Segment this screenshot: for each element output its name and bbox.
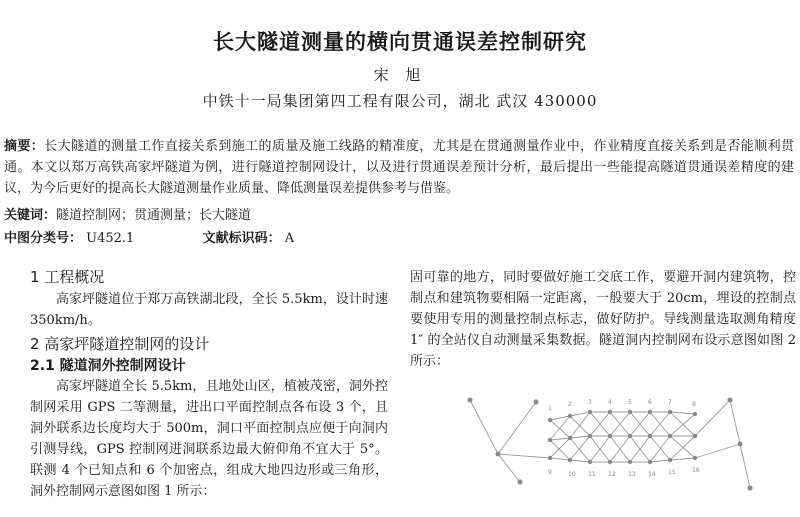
node-label: 14 <box>648 471 656 478</box>
keywords-label: 关键词： <box>4 208 57 223</box>
right-column-paragraph: 固可靠的地方，同时要做好施工交底工作，要避开洞内建筑物，控制点和建筑物要相隔一定距离，一般要大于 20cm，埋设的控制点要使用专用的测量控制点标志，做好防护。导线测量选取测角精度 1″ 的全站仪自动测量采集数据。隧道洞内控制网布设示意图如图 2 所示： <box>410 270 796 369</box>
paper-title: 长大隧道测量的横向贯通误差控制研究 <box>213 30 587 54</box>
doc-code-value: A <box>284 231 295 246</box>
abstract-label: 摘要： <box>4 139 45 154</box>
node-label: 6 <box>648 399 652 406</box>
node-label: 12 <box>608 471 616 478</box>
author-name: 宋 旭 <box>373 66 427 84</box>
keywords-text: 隧道控制网；贯通测量；长大隧道 <box>56 208 252 223</box>
section-1-paragraph: 高家坪隧道位于郑万高铁湖北段，全长 5.5km，设计时速 350km/h。 <box>30 292 388 328</box>
classification-line <box>4 227 294 246</box>
clc-label: 中图分类号： <box>4 231 83 246</box>
node-label: 4 <box>608 399 612 406</box>
node-label: 15 <box>668 469 676 476</box>
node-label: 7 <box>668 399 672 406</box>
section-2-1-heading: 2.1 隧道洞外控制网设计 <box>30 358 186 374</box>
node-label: 11 <box>588 471 596 478</box>
author-affiliation: 中铁十一局集团第四工程有限公司，湖北 武汉 430000 <box>202 92 598 110</box>
doc-code-label: 文献标识码： <box>202 231 281 246</box>
abstract-text: 长大隧道的测量工作直接关系到施工的质量及施工线路的精准度，尤其是在贯通测量作业中，作业精度直接关系到是否能顺利贯通。本文以郑万高铁高家坪隧道为例，进行隧道控制网设计，以及进行贯通误差预计分析，最后提出一些能提高隧道贯通误差精度的建议，为今后更好的提高长大隧道测量作业质量、降低测量误差提供参考与借鉴。 <box>4 139 794 196</box>
section-2-heading: 2 高家坪隧道控制网的设计 <box>30 335 210 353</box>
node-label: 16 <box>692 467 700 474</box>
node-label: 1 <box>548 405 552 412</box>
node-label: 3 <box>588 399 592 406</box>
node-label: 2 <box>568 401 572 408</box>
section-2-1-paragraph: 高家坪隧道全长 5.5km，且地处山区，植被茂密，洞外控制网采用 GPS 二等测量，进出口平面控制点各布设 3 个，且洞外联系边长度均大于 500m，洞口平面控制点应便于向洞内引测导线，GPS 控制网进洞联系边最大俯仰角不宜大于 5°。联测 4 个已知点和 6 个加密点，组成大地四边形或三角形，洞外控制网示意图如图 1 所示： <box>30 379 388 499</box>
section-1-heading: 1 工程概况 <box>30 268 105 286</box>
figure-2-network-diagram <box>440 380 790 510</box>
node-label: 5 <box>628 399 632 406</box>
node-label: 9 <box>548 469 552 476</box>
abstract <box>4 136 794 199</box>
clc-value: U452.1 <box>86 231 135 246</box>
node-label: 10 <box>568 471 576 478</box>
node-label: 8 <box>692 401 696 408</box>
keywords <box>4 204 251 223</box>
node-label: 13 <box>628 471 636 478</box>
